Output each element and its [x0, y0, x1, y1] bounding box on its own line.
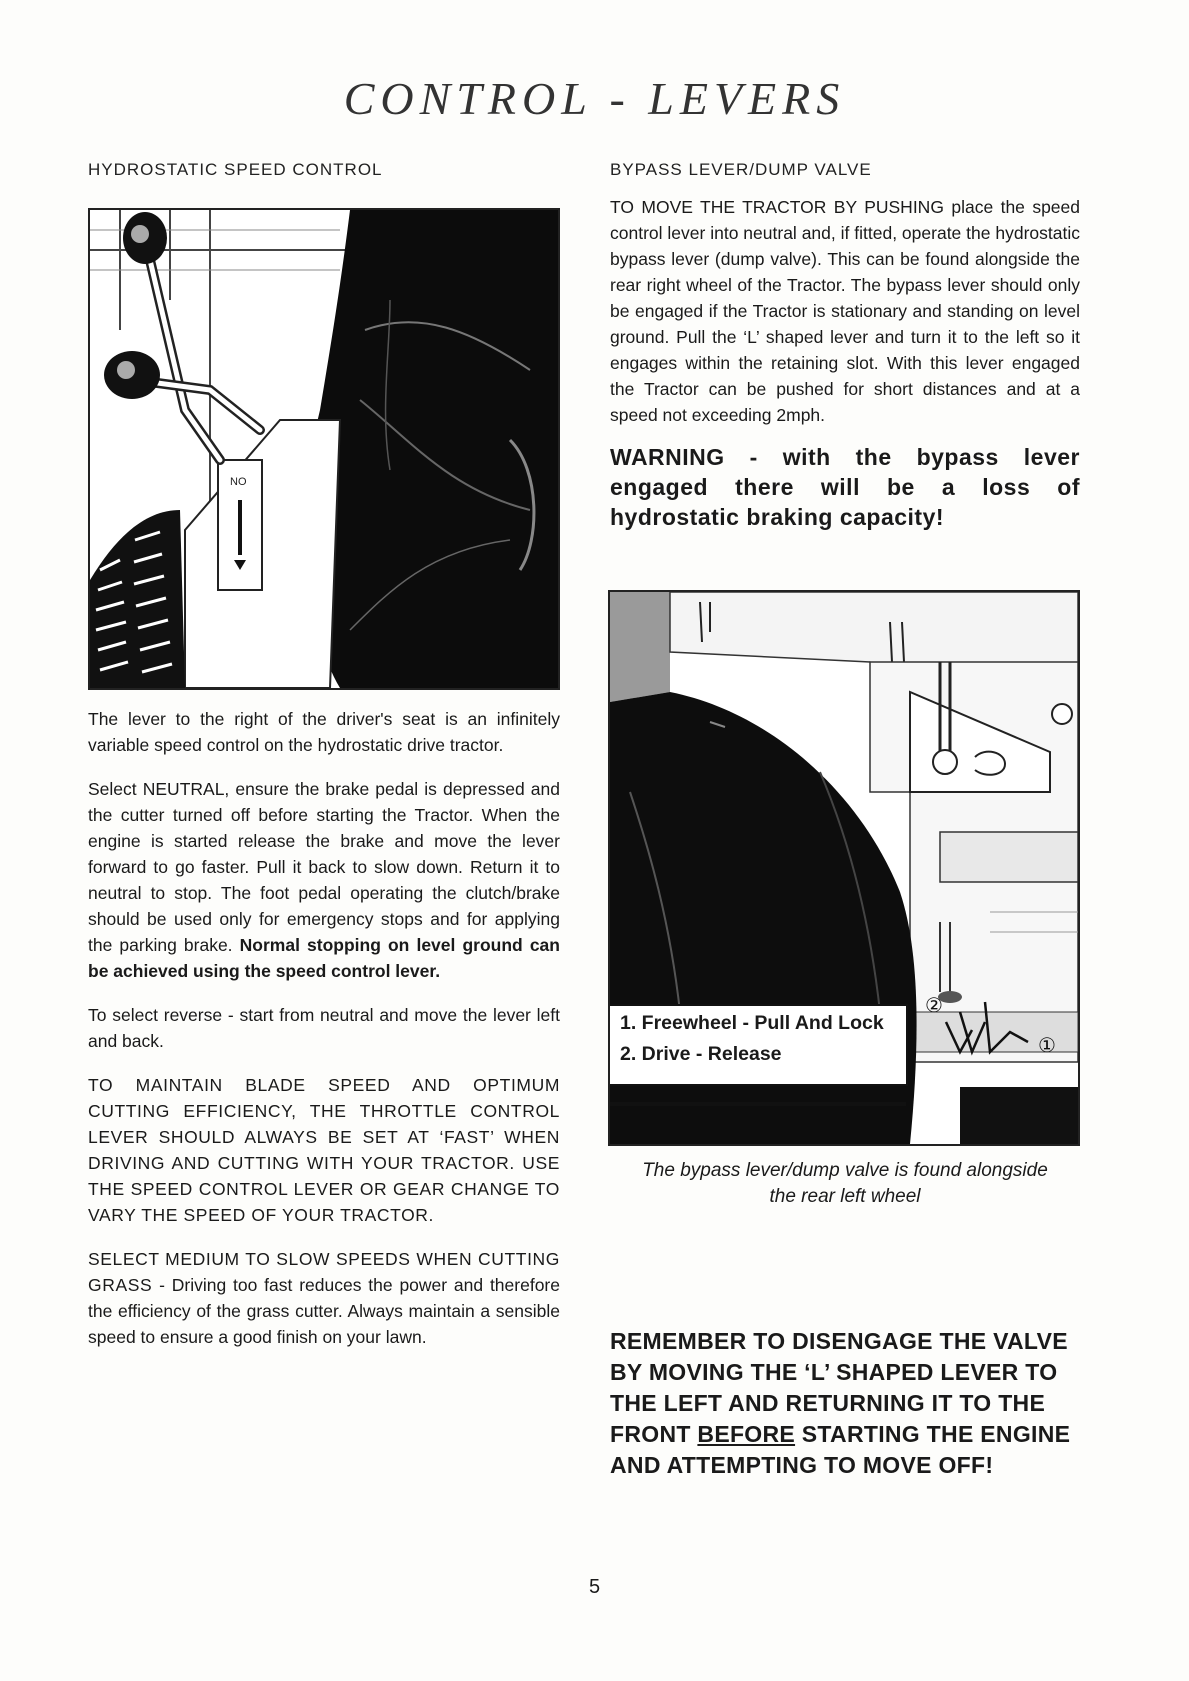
remember-text-underlined: BEFORE: [697, 1421, 796, 1447]
page-number: 5: [588, 1576, 601, 1598]
freewheel-marker: ①: [1038, 1033, 1056, 1057]
figure-caption-block: [640, 1158, 1050, 1210]
bypass-legend: [608, 1004, 908, 1086]
bypass-paragraph: TO MOVE THE TRACTOR BY PUSHING place the speed control lever into neutral and, if fitted, operate the hydrostatic bypass lever (dump valve). This can be found alongside the rear right wheel of the Tractor. The bypass lever should only be engaged if the Tractor is stationary and standing on level ground. Pull the ‘L’ shaped lever and turn it to the left so it engages within the retaining slot. With this lever engaged the Tractor can be pushed for short distances and at a speed not exceeding 2mph.: [610, 197, 1080, 425]
speed-control-paragraph-2: [88, 776, 560, 984]
left-column: [88, 160, 560, 180]
speed-advice-paragraph: [88, 1246, 560, 1350]
speed-control-paragraph-1: The lever to the right of the driver's seat is an infinitely variable speed control on the hydrostatic drive tractor.: [88, 709, 560, 755]
left-text: [88, 706, 560, 1350]
remember-block: [610, 1326, 1080, 1481]
speed-control-heading: HYDROSTATIC SPEED CONTROL: [88, 160, 383, 179]
legend-underline: [610, 1102, 906, 1106]
remember-text-end: STARTING THE ENGINE AND ATTEMPTING TO MOVE OFF!: [610, 1421, 1071, 1478]
remember-notice: [610, 1326, 1080, 1481]
neutral-label: NO: [230, 476, 247, 488]
bypass-warning: WARNING - with the bypass lever engaged there will be a loss of hydrostatic braking capacity!: [610, 444, 1080, 530]
drive-marker: ②: [925, 993, 943, 1017]
reverse-paragraph: To select reverse - start from neutral and move the lever left and back.: [88, 1005, 560, 1051]
speed-advice-rest: - Driving too fast reduces the power and therefore the efficiency of the grass cutter. Always maintain a sensible speed to ensure a good finish on your lawn.: [88, 1275, 560, 1347]
legend-item-drive: 2. Drive - Release: [620, 1043, 782, 1065]
page-title: CONTROL - LEVERS: [343, 73, 846, 124]
right-column: [610, 160, 1080, 532]
bypass-lever-figure: [608, 590, 1080, 1146]
throttle-paragraph: TO MAINTAIN BLADE SPEED AND OPTIMUM CUTTING EFFICIENCY, THE THROTTLE CONTROL LEVER SHOULD ALWAYS BE SET AT ‘FAST’ WHEN DRIVING AND CUTTING WITH YOUR TRACTOR. USE THE SPEED CONTROL LEVER OR GEAR CHANGE TO VARY THE SPEED OF YOUR TRACTOR.: [88, 1075, 560, 1225]
legend-item-freewheel: 1. Freewheel - Pull And Lock: [620, 1012, 884, 1034]
speed-control-figure: [88, 208, 560, 690]
bypass-figure-caption: The bypass lever/dump valve is found alongside the rear left wheel: [642, 1160, 1048, 1207]
bypass-heading: BYPASS LEVER/DUMP VALVE: [610, 160, 872, 179]
speed-control-illustration: [90, 210, 558, 688]
speed-advice-caps: SELECT MEDIUM TO SLOW SPEEDS WHEN CUTTING GRASS: [88, 1249, 560, 1295]
paragraph-2-text: Select NEUTRAL, ensure the brake pedal is depressed and the cutter turned off before starting the Tractor. When the engine is started release the brake and move the lever forward to go faster. Pull it back to slow down. Return it to neutral to stop. The foot pedal operating the clutch/brake should be used only for emergency stops and for applying the parking brake.: [88, 779, 560, 955]
paragraph-2-bold: Normal stopping on level ground can be achieved using the speed control lever.: [88, 935, 560, 981]
remember-text-start: REMEMBER TO DISENGAGE THE VALVE BY MOVING THE ‘L’ SHAPED LEVER TO THE LEFT AND RETURNING IT TO THE FRONT: [610, 1328, 1068, 1447]
